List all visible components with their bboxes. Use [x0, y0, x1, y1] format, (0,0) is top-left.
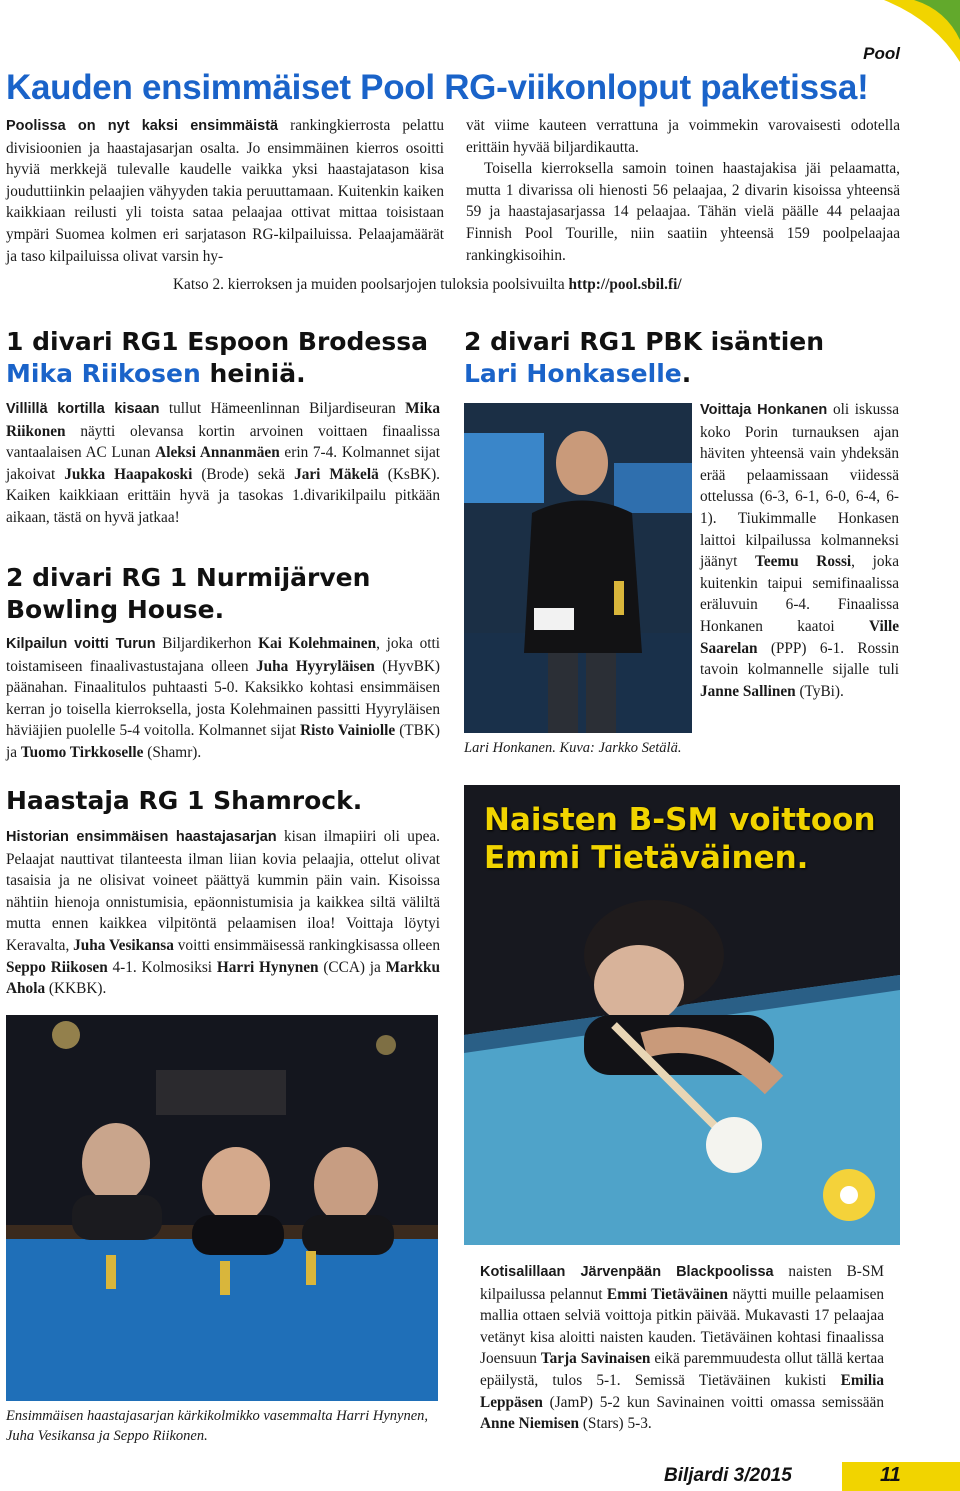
article1-text: näytti olevansa kortin arvoinen voittaen finaalissa vantaalaisen AC Lunan: [6, 422, 440, 462]
article1-heading-line1: 1 divari RG1 Espoon Brodessa: [6, 327, 428, 356]
article5-player: Emilia Leppäsen: [480, 1371, 884, 1411]
article4-heading-rest: .: [681, 359, 692, 388]
article3-text: (CCA) ja: [318, 958, 386, 976]
article3-body: [6, 826, 440, 1000]
article5-body: [480, 1261, 884, 1435]
article3-player: Seppo Riikosen: [6, 958, 108, 976]
intro-left-text: rankingkierrosta pelattu divisioonien ja haastajasarjan osalta. Jo ensimmäinen kierros osoitti hyviä merkkejä tulevalle kaudelle vaikka yksi haastajatason kisa jouduttiinkin pelaajien vähyyden takia peruuttamaan. Kuitenkin kaiken kaikkiaan reilusti yli toista sataa pelaajaa ottivat mittaa toisistaan ympäri Suomea kolmen eri sarjatason RG-kilpailuissa. Pelaajamäärät ja taso kilpailuissa olivat varsin hy-: [6, 117, 444, 265]
article3-text: kisan ilmapiiri oli upea. Pelaajat nauttivat tilanteesta ilman liian kovia pelaajia, ottelut olivat tasaisia ja ne olisivat voineet päättyä kummin päin vain. Kisoissa nähtiin hienoja onnistumisia, epäonnistumisia ja kaikkea siltä väliltä mutta ennen kaikkea vilpitöntä pelaamisen iloa! Voittaja löytyi Keravalta,: [6, 828, 440, 954]
group-photo-caption: Ensimmäisen haastajasarjan kärkikolmikko vasemmalta Harri Hynynen, Juha Vesikansa ja Seppo Riikonen.: [6, 1408, 429, 1444]
article4-text: (PPP) 6-1. Rossin tavoin kolmannelle sijalle tuli: [700, 639, 899, 679]
article3-text: voitti ensimmäisessä rankingkisassa olleen: [173, 936, 440, 954]
intro-left-column: [6, 115, 444, 267]
katso-line: [173, 276, 682, 294]
article1-heading: [6, 326, 446, 390]
article5-heading: [484, 801, 876, 877]
article4-heading-line1: 2 divari RG1 PBK isäntien: [464, 327, 825, 356]
intro-lead: Poolissa on nyt kaksi ensimmäistä: [6, 118, 279, 134]
article1-text: erin 7-4. Kolmannet sijat jakoivat: [6, 444, 440, 483]
article4-heading: [464, 326, 904, 390]
tietavainen-photo: [464, 785, 900, 1245]
article5-heading-line1: Naisten B-SM voittoon: [484, 802, 876, 838]
article5-text: (Stars) 5-3.: [579, 1415, 652, 1433]
article4-player: Janne Sallinen: [700, 682, 796, 700]
article1-player: Jukka Haapakoski: [64, 465, 193, 483]
article2-lead: Kilpailun voitti Turun: [6, 636, 156, 652]
article1-player: Mika Riikonen: [6, 400, 441, 440]
article3-lead: Historian ensimmäisen haastajasarjan: [6, 829, 277, 845]
article5-text: (JamP) 5-2 kun Savinainen voitti omassa semissään: [542, 1393, 884, 1411]
article2-player: Kai Kolehmainen: [258, 635, 377, 652]
article1-text: (Brode) sekä: [192, 465, 295, 483]
article4-text: oli iskussa koko Porin turnauksen ajan häviten yhteensä vain yhdeksän erää pelaamissaan viidessä ottelussa (6-3, 6-1, 6-0, 6-4, 6-1). Tiukimmalle Honkasen laittoi kilpailussa kolmanneksi jäänyt: [700, 401, 899, 571]
article5-player: Tarja Savinaisen: [540, 1350, 651, 1368]
article3-text: 4-1. Kolmosiksi: [107, 958, 217, 976]
group-photo-illustration: [6, 1015, 438, 1401]
article2-text: Biljardikerhon: [155, 635, 259, 652]
article1-body: [6, 398, 440, 529]
article2-text: , joka otti toistamiseen finaalivastustajana olleen: [6, 635, 440, 675]
article4-text: , joka kuitenkin taipui semifinaalissa eräluvuin 6-4. Finaalissa Honkanen kaatoi: [700, 553, 899, 635]
intro-right-p2: Toisella kierroksella samoin toinen haastajakisa jäi pelaamatta, mutta 1 divarissa oli hienosti 56 pelaajaa, 2 divarin kisoissa yhteensä 59 ja haastajasarjassa 14 pelaajaa. Tähän vielä päälle 44 pelaajaa Finnish Pool Tourille, niin saatiin yhteensä 159 poolpelaajaa rankingkisoihin.: [466, 160, 900, 264]
section-label: Pool: [863, 44, 900, 63]
group-photo: [6, 1015, 438, 1401]
article5-player: Emmi Tietäväinen: [606, 1285, 729, 1303]
article2-player: Juha Hyyryläisen: [256, 657, 375, 675]
magazine-issue: Biljardi 3/2015: [664, 1465, 792, 1486]
honkanen-photo: [464, 403, 692, 733]
article5-text: naisten B-SM kilpailussa pelannut: [480, 1263, 884, 1303]
page-number-box: [842, 1462, 960, 1491]
article2-heading-line1: 2 divari RG 1 Nurmijärven: [6, 563, 371, 592]
article4-player: Ville Saarelan: [700, 617, 899, 657]
article3-heading: Haastaja RG 1 Shamrock.: [6, 786, 363, 815]
article1-heading-rest: heiniä.: [200, 359, 306, 388]
article2-text: (Shamr).: [143, 743, 202, 761]
katso-text: Katso 2. kierroksen ja muiden poolsarjojen tuloksia poolsivuilta: [173, 276, 569, 293]
honkanen-photo-illustration: [464, 403, 692, 733]
article5-lead: Kotisalillaan Järvenpään Blackpoolissa: [480, 1264, 774, 1280]
article5-text: eikä paremmuudesta ollut tällä kertaa epäilystä, tulos 5-1. Semissä Tietäväinen kukisti: [480, 1350, 884, 1389]
article1-player: Jari Mäkelä: [294, 465, 379, 483]
article2-text: (HyvBK) päänahan. Finaalitulos puhtaasti 5-0. Kaksikko kohtasi ensimmäisen kerran jo toisella kierroksella, josta Kolehmainen passitti Hyyryläisen häviäjien puolelle 5-4 voitolla. Kolmannet sijat: [6, 657, 440, 740]
article3-text: (KKBK).: [45, 980, 107, 998]
article2-body: [6, 633, 440, 764]
article1-lead: Villillä kortilla kisaan: [6, 401, 160, 417]
article2-player: Tuomo Tirkkoselle: [20, 743, 144, 761]
article1-heading-name: Mika Riikosen: [6, 359, 201, 388]
article2-heading: [6, 562, 446, 626]
article4-text: (TyBi).: [795, 682, 844, 700]
article1-text: (KsBK). Kaiken kaikkiaan erittäin hyvä ja tasokas 1.divarikilpailu pitkään aikaan, tästä on hyvä jatkaa!: [6, 465, 440, 526]
article2-text: (TBK) ja: [6, 722, 440, 761]
article2-player: Risto Vainiolle: [300, 722, 396, 740]
honkanen-photo-caption: Lari Honkanen. Kuva: Jarkko Setälä.: [464, 740, 682, 756]
article5-heading-line2: Emmi Tietäväinen.: [484, 840, 809, 876]
page-number: 11: [880, 1464, 901, 1486]
article3-player: Harri Hynynen: [216, 958, 319, 976]
article1-text: tullut Hämeenlinnan Biljardiseuran: [159, 400, 406, 417]
article3-player: Markku Ahola: [6, 958, 441, 998]
pool-website-link[interactable]: http://pool.sbil.fi/: [568, 276, 682, 293]
intro-right-p1: vät viime kauteen verrattuna ja voimmekin varovaisesti odotella erittäin hyvää biljardikautta.: [466, 117, 900, 156]
article4-heading-name: Lari Honkaselle: [464, 359, 682, 388]
article5-player: Anne Niemisen: [480, 1415, 580, 1433]
article1-player: Aleksi Annanmäen: [155, 444, 280, 462]
article4-body: [700, 399, 899, 702]
intro-right-column: [466, 115, 900, 266]
article2-heading-line2: Bowling House.: [6, 595, 225, 624]
article3-player: Juha Vesikansa: [73, 936, 174, 954]
article5-text: näytti muille pelaamisen mallia ottaen selviä voittoja pitkin päivää. Mukavasti 17 pelaajaa vetänyt kisa aloitti naisten kauden. Tietäväinen kohtasi finaalissa Joensuun: [480, 1285, 885, 1368]
article4-player: Teemu Rossi: [755, 553, 852, 571]
article4-lead: Voittaja Honkanen: [700, 402, 828, 418]
page-title: Kauden ensimmäiset Pool RG-viikonloput paketissa!: [6, 68, 869, 107]
